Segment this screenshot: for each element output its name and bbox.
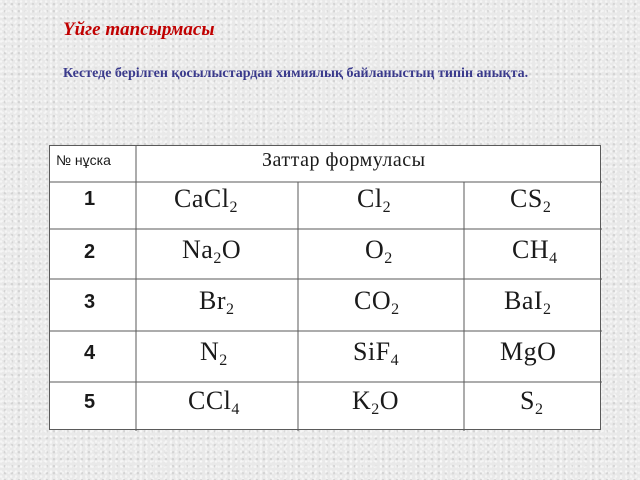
row-number: 5 [84,391,96,413]
formula-cell: CCl$_4$ [188,386,240,418]
compounds-table [49,145,601,430]
row-number: 4 [84,342,96,364]
formula-cell: $CH_4$ [512,235,558,267]
formula-cell: $Na_2O$ [182,235,242,267]
row-number: 3 [84,291,96,313]
header-formulas: Заттар формуласы [262,149,426,171]
formula-cell: CaCl$_2$ [174,184,238,216]
formula-cell: $CS_2$ [510,184,552,216]
formula-cell: $S_2$ [520,386,544,418]
formula-cell: $Cl_2$ [357,184,392,216]
header-variant-number: № нұска [56,152,111,168]
formula-cell: BaI$_2$ [504,286,552,318]
formula-cell: $N_2$ [200,337,228,369]
formula-cell: $K_2O$ [352,386,400,418]
row-number: 2 [84,241,96,263]
formula-cell: MgO [500,337,557,366]
formula-cell: $CO_2$ [354,286,400,318]
homework-title: Үйге тапсырмасы [63,19,215,40]
row-number: 1 [84,188,96,210]
formula-cell: $O_2$ [365,235,393,267]
task-instruction: Кестеде берілген қосылыстардан химиялық байланыстың типін анықта. [63,66,529,81]
formula-cell: $Br_2$ [199,286,235,318]
formula-cell: SiF$_4$ [353,337,400,369]
